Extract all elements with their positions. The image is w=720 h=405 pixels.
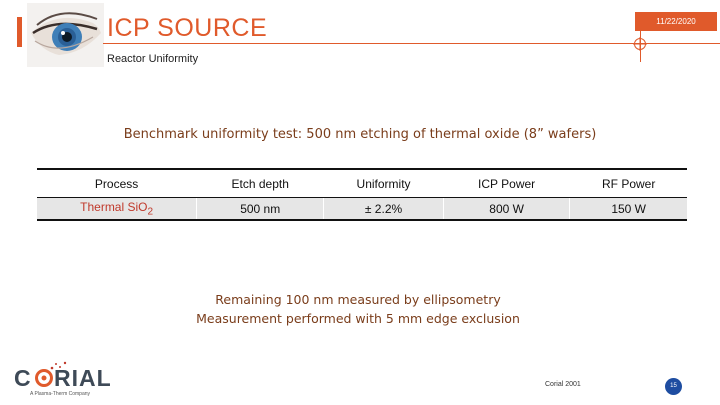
column-header-uniformity: Uniformity bbox=[324, 169, 444, 198]
page-number-badge: 15 bbox=[665, 378, 682, 395]
svg-text:C: C bbox=[14, 365, 32, 391]
table-row bbox=[37, 198, 687, 221]
column-header-icp-power: ICP Power bbox=[443, 169, 569, 198]
header-divider bbox=[103, 43, 720, 44]
accent-bar bbox=[17, 17, 22, 47]
date-badge: 11/22/2020 bbox=[635, 12, 717, 31]
note-line-1: Remaining 100 nm measured by ellipsometry bbox=[215, 292, 501, 307]
column-header-process: Process bbox=[37, 169, 197, 198]
cell-uniformity: ± 2.2% bbox=[324, 198, 444, 221]
corial-logo bbox=[12, 358, 124, 398]
svg-text:RIAL: RIAL bbox=[54, 365, 112, 391]
page-title: ICP SOURCE bbox=[107, 14, 268, 42]
process-name: Thermal SiO bbox=[80, 199, 148, 214]
column-header-etch-depth: Etch depth bbox=[197, 169, 324, 198]
eye-photo bbox=[27, 3, 104, 67]
cell-icp-power: 800 W bbox=[443, 198, 569, 221]
page-subtitle: Reactor Uniformity bbox=[107, 53, 199, 65]
cell-rf-power: 150 W bbox=[570, 198, 687, 221]
cell-etch-depth: 500 nm bbox=[197, 198, 324, 221]
copyright-text: Corial 2001 bbox=[545, 381, 581, 388]
crosshair-icon bbox=[633, 37, 647, 51]
table-header-row bbox=[37, 169, 687, 198]
measurement-notes bbox=[0, 290, 716, 328]
column-header-rf-power: RF Power bbox=[570, 169, 687, 198]
results-table bbox=[37, 168, 687, 221]
table-caption: Benchmark uniformity test: 500 nm etching of thermal oxide (8” wafers) bbox=[123, 127, 597, 142]
process-subscript: 2 bbox=[147, 206, 154, 218]
cell-process bbox=[37, 198, 197, 221]
note-line-2: Measurement performed with 5 mm edge exclusion bbox=[196, 311, 520, 326]
svg-text:A Plasma-Therm Company: A Plasma-Therm Company bbox=[30, 391, 91, 397]
